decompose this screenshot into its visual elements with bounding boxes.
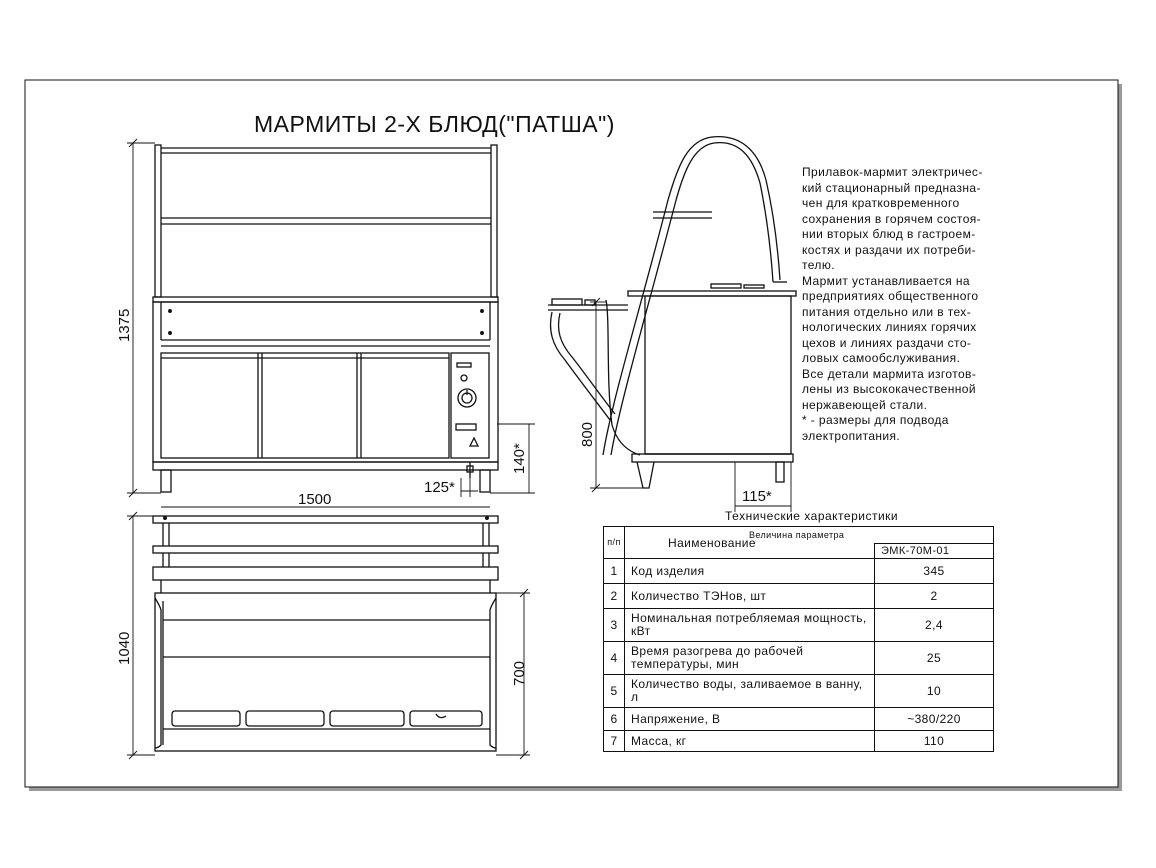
description-line: питания отдельно или в тех-	[802, 304, 972, 319]
table-row	[604, 708, 994, 731]
header-model: ЭМК-70М-01	[874, 543, 993, 558]
description-line: Мармит устанавливается на	[802, 273, 970, 288]
description-line: предприятиях общественного	[802, 289, 979, 303]
row-name: Время разогрева до рабочей температуры, мин	[625, 642, 875, 675]
dim-front-height: 1375	[116, 308, 133, 342]
row-value: ~380/220	[875, 708, 994, 731]
description-line: Все детали мармита изготов-	[802, 366, 977, 381]
header-name-block	[625, 528, 993, 558]
description-line: кий стационарный предназна-	[802, 180, 981, 195]
product-description	[802, 165, 1017, 444]
drawing-title: МАРМИТЫ 2-Х БЛЮД("ПАТША")	[254, 111, 615, 137]
dim-top-depth: 700	[511, 660, 528, 686]
description-line: ловых самообслуживания.	[802, 351, 961, 365]
specs-title: Технические характеристики	[725, 509, 899, 523]
description-line: телю.	[802, 258, 835, 272]
specs-table	[603, 526, 994, 752]
description-line: чен для кратковременного	[802, 196, 960, 210]
dim-cable-offset: 125*	[424, 479, 455, 496]
row-name: Масса, кг	[625, 731, 875, 752]
row-value: 10	[875, 675, 994, 708]
dim-cable-height: 140*	[511, 443, 528, 474]
table-row	[604, 584, 994, 609]
row-num: 5	[604, 675, 625, 708]
row-value: 110	[875, 731, 994, 752]
dim-side-cable-offset: 115*	[742, 488, 772, 505]
row-value: 2	[875, 584, 994, 609]
row-value: 25	[875, 642, 994, 675]
header-name-cell	[625, 527, 994, 559]
dim-top-height: 1040	[116, 631, 133, 665]
row-num: 2	[604, 584, 625, 609]
row-num: 6	[604, 708, 625, 731]
description-line: сохранения в горячем состоя-	[802, 211, 982, 226]
table-row	[604, 609, 994, 642]
row-value: 345	[875, 559, 994, 584]
row-name: Напряжение, В	[625, 708, 875, 731]
row-num: 7	[604, 731, 625, 752]
header-name: Наименование	[668, 535, 756, 550]
table-row	[604, 559, 994, 584]
description-line: электропитания.	[802, 428, 901, 443]
table-row	[604, 731, 994, 752]
description-line: нии вторых блюд в гастроем-	[802, 227, 976, 241]
dim-side-height: 800	[579, 421, 596, 447]
description-line: лены из высококачественной	[802, 382, 976, 396]
header-num: п/п	[604, 527, 625, 559]
description-line: костях и раздачи их потреби-	[802, 242, 977, 257]
row-num: 4	[604, 642, 625, 675]
row-num: 1	[604, 559, 625, 584]
specs-header-row	[604, 527, 994, 559]
table-row	[604, 642, 994, 675]
description-line: Прилавок-мармит электричес-	[802, 165, 983, 179]
row-num: 3	[604, 609, 625, 642]
row-name: Номинальная потребляемая мощность, кВт	[625, 609, 875, 642]
row-name: Количество ТЭНов, шт	[625, 584, 875, 609]
dim-front-width: 1500	[298, 491, 332, 508]
row-name: Код изделия	[625, 559, 875, 584]
description-line: * - размеры для подвода	[802, 413, 949, 427]
description-line: нологических линиях горячих	[802, 320, 977, 334]
row-value: 2,4	[875, 609, 994, 642]
description-line: цехов и линиях раздачи сто-	[802, 335, 972, 350]
row-name: Количество воды, заливаемое в ванну, л	[625, 675, 875, 708]
header-value-group: Величина параметра	[749, 529, 845, 540]
table-row	[604, 675, 994, 708]
description-line: нержавеющей стали.	[802, 397, 928, 412]
